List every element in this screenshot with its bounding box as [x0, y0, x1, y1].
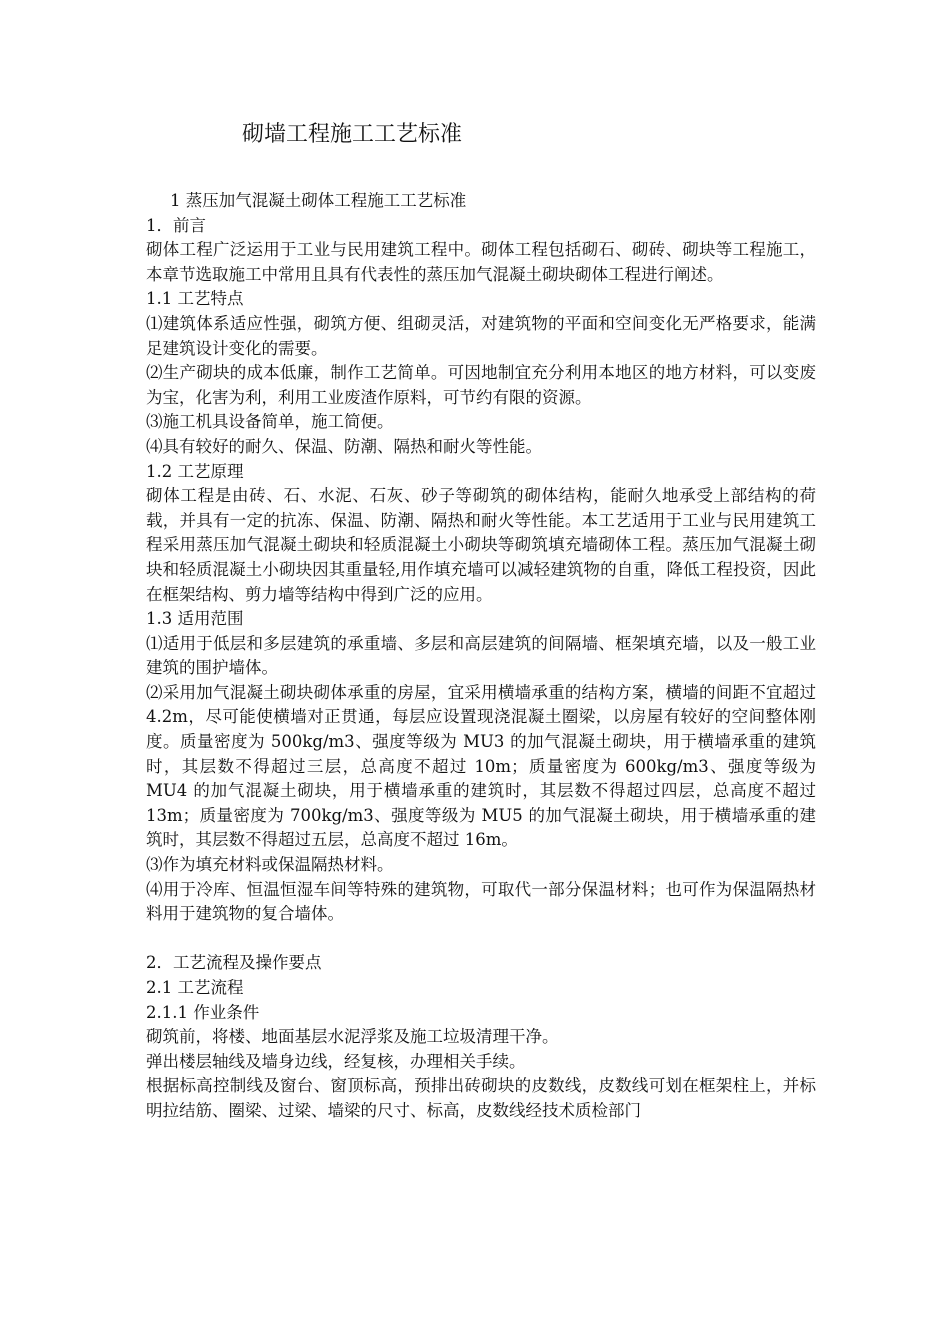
scope-item-2: ⑵采用加气混凝土砌块砌体承重的房屋，宜采用横墙承重的结构方案，横墙的间距不宜超过 4.2m，尽可能使横墙对正贯通，每层应设置现浇混凝土圈梁，以房屋有较好的空间整体刚度。质量密度为 500kg/m3、强度等级为 MU3 的加气混凝土砌块，用于横墙承重的建筑时，其层数不得超过三层，总高度不超过 10m；质量密度为 600kg/m3、强度等级为 MU4 的加气混凝土砌块，用于横墙承重的建筑时，其层数不得超过四层，总高度不超过 13m；质量密度为 700kg/m3、强度等级为 MU5 的加气混凝土砌块，用于横墙承重的建筑时，其层数不得超过五层，总高度不超过 16m。 — [146, 682, 816, 850]
features-heading: 1.1 工艺特点 — [146, 289, 244, 309]
feature-item-1: ⑴建筑体系适应性强，砌筑方便、组砌灵活，对建筑物的平面和空间变化无严格要求，能满足建筑设计变化的需要。 — [146, 313, 816, 358]
preface-heading: 1．前言 — [146, 215, 206, 235]
scope-item-4: ⑷用于冷库、恒温恒湿车间等特殊的建筑物，可取代一部分保温材料；也可作为保温隔热材料用于建筑物的复合墙体。 — [146, 879, 816, 924]
process-heading: 2．工艺流程及操作要点 — [146, 953, 322, 973]
scope-item-1: ⑴适用于低层和多层建筑的承重墙、多层和高层建筑的间隔墙、框架填充墙，以及一般工业建筑的围护墙体。 — [146, 633, 816, 678]
principle-heading: 1.2 工艺原理 — [146, 461, 244, 481]
document-title: 砌墙工程施工工艺标准 — [242, 122, 463, 147]
principle-paragraph: 砌体工程是由砖、石、水泥、石灰、砂子等砌筑的砌体结构，能耐久地承受上部结构的荷载，并具有一定的抗冻、保温、防潮、隔热和耐火等性能。本工艺适用于工业与民用建筑工程采用蒸压加气混凝土砌块和轻质混凝土小砌块等砌筑填充墙砌体工程。蒸压加气混凝土砌块和轻质混凝土小砌块因其重量轻,用作填充墙可以减轻建筑物的自重，降低工程投资，因此在框架结构、剪力墙等结构中得到广泛的应用。 — [146, 486, 816, 604]
preface-paragraph: 砌体工程广泛运用于工业与民用建筑工程中。砌体工程包括砌石、砌砖、砌块等工程施工，本章节选取施工中常用且具有代表性的蒸压加气混凝土砌块砌体工程进行阐述。 — [146, 240, 816, 284]
condition-item-1: 砌筑前，将楼、地面基层水泥浮浆及施工垃圾清理干净。 — [146, 1027, 559, 1047]
scope-item-3: ⑶作为填充材料或保温隔热材料。 — [146, 855, 394, 875]
document-body — [146, 189, 816, 1124]
feature-item-4: ⑷具有较好的耐久、保温、防潮、隔热和耐火等性能。 — [146, 436, 542, 456]
scope-heading: 1.3 适用范围 — [146, 609, 244, 629]
condition-item-3: 根据标高控制线及窗台、窗顶标高，预排出砖砌块的皮数线，皮数线可划在框架柱上，并标明拉结筋、圈梁、过梁、墙梁的尺寸、标高，皮数线经技术质检部门 — [146, 1076, 816, 1120]
section-heading: 1 蒸压加气混凝土砌体工程施工工艺标准 — [170, 191, 467, 210]
condition-item-2: 弹出楼层轴线及墙身边线，经复核，办理相关手续。 — [146, 1051, 526, 1071]
flow-heading: 2.1 工艺流程 — [146, 978, 244, 997]
conditions-heading: 2.1.1 作业条件 — [146, 1002, 260, 1022]
feature-item-2: ⑵生产砌块的成本低廉，制作工艺简单。可因地制宜充分利用本地区的地方材料，可以变废为宝，化害为利，利用工业废渣作原料，可节约有限的资源。 — [146, 363, 816, 407]
feature-item-3: ⑶施工机具设备简单，施工简便。 — [146, 412, 394, 432]
paragraph-gap — [146, 927, 816, 952]
